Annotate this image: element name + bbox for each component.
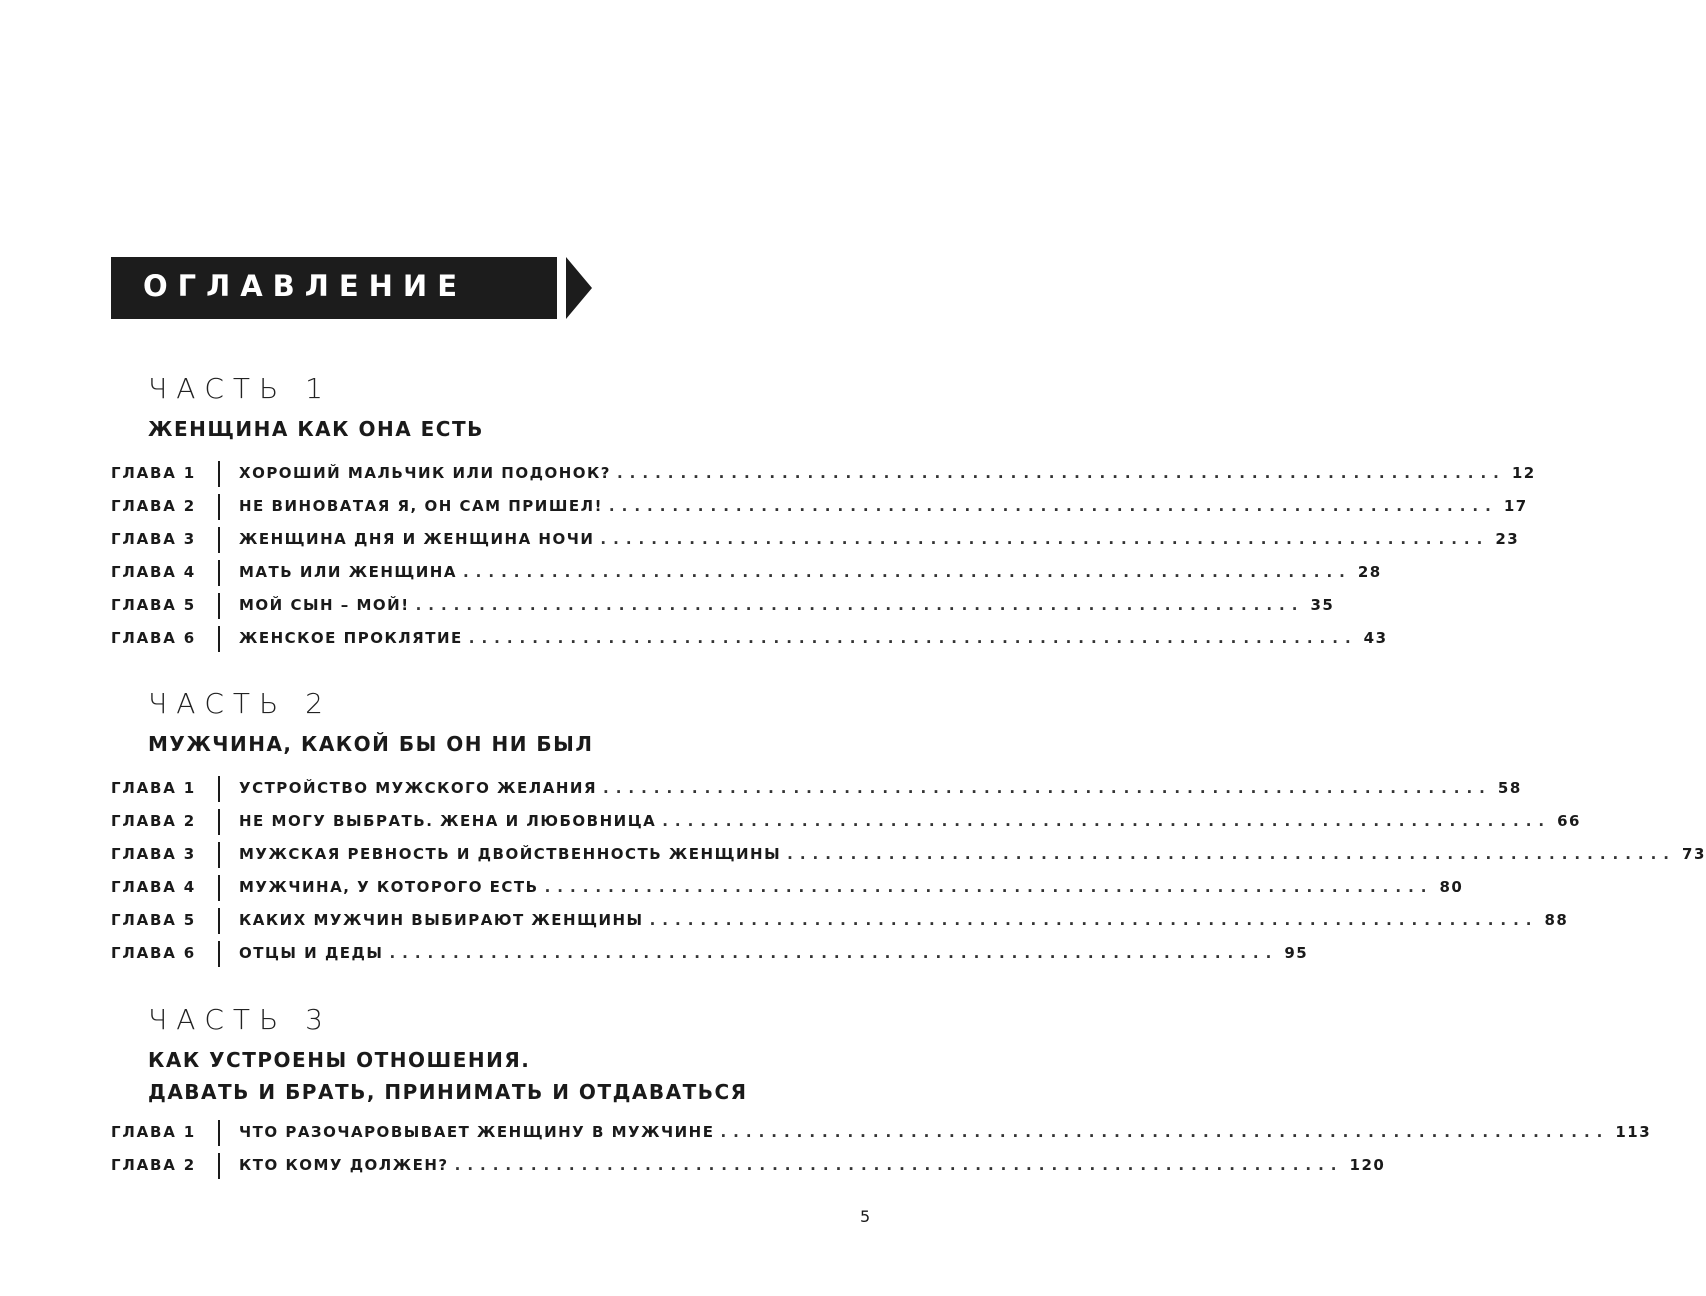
chapter-entry[interactable]: [111, 773, 1522, 806]
part-1-heading: [148, 371, 484, 445]
part-3-heading: [148, 1002, 748, 1108]
chapter-label: ГЛАВА 3: [111, 845, 196, 863]
divider: [218, 941, 220, 967]
chapter-label: ГЛАВА 5: [111, 911, 196, 929]
chapter-label: ГЛАВА 1: [111, 1123, 196, 1141]
chapter-label: ГЛАВА 1: [111, 464, 196, 482]
part-2-heading: [148, 686, 594, 760]
part-title: ЧАСТЬ 3: [148, 1003, 332, 1036]
dot-leader: ......................................................................: [608, 497, 1498, 515]
chapter-entry[interactable]: [111, 557, 1382, 590]
chapter-title: НЕ ВИНОВАТАЯ Я, ОН САМ ПРИШЕЛ!: [239, 497, 603, 515]
chapter-page: 58: [1497, 779, 1522, 797]
chapter-page: 17: [1503, 497, 1528, 515]
chapter-page: 88: [1544, 911, 1569, 929]
part-subtitle: ЖЕНЩИНА КАК ОНА ЕСТЬ: [148, 417, 484, 441]
chapter-entry[interactable]: [111, 524, 1520, 557]
chapter-label: ГЛАВА 3: [111, 530, 196, 548]
dot-leader: ......................................................................: [415, 596, 1305, 614]
chapter-title: ХОРОШИЙ МАЛЬЧИК ИЛИ ПОДОНОК?: [239, 464, 611, 482]
chapter-entry[interactable]: [111, 905, 1569, 938]
chapter-title: ЧТО РАЗОЧАРОВЫВАЕТ ЖЕНЩИНУ В МУЖЧИНЕ: [239, 1123, 715, 1141]
chapter-page: 95: [1284, 944, 1309, 962]
chapter-title: ОТЦЫ И ДЕДЫ: [239, 944, 384, 962]
dot-leader: ......................................................................: [600, 530, 1490, 548]
page-number: 5: [860, 1207, 871, 1226]
dot-leader: ......................................................................: [468, 629, 1358, 647]
arrow-right-icon: [566, 257, 592, 319]
chapter-label: ГЛАВА 4: [111, 878, 196, 896]
divider: [218, 560, 220, 586]
chapter-entry[interactable]: [111, 938, 1309, 971]
chapter-entry[interactable]: [111, 839, 1706, 872]
chapter-entry[interactable]: [111, 491, 1528, 524]
dot-leader: ......................................................................: [662, 812, 1552, 830]
chapter-page: 73: [1682, 845, 1706, 863]
chapter-entry[interactable]: [111, 458, 1536, 491]
chapter-label: ГЛАВА 6: [111, 629, 196, 647]
chapter-entry[interactable]: [111, 1117, 1652, 1150]
dot-leader: ......................................................................: [389, 944, 1279, 962]
divider: [218, 875, 220, 901]
divider: [218, 626, 220, 652]
chapter-label: ГЛАВА 1: [111, 779, 196, 797]
divider: [218, 527, 220, 553]
divider: [218, 1120, 220, 1146]
toc-header: [111, 257, 557, 319]
divider: [218, 842, 220, 868]
divider: [218, 494, 220, 520]
chapter-label: ГЛАВА 4: [111, 563, 196, 581]
chapter-title: КТО КОМУ ДОЛЖЕН?: [239, 1156, 449, 1174]
chapter-entry[interactable]: [111, 623, 1388, 656]
dot-leader: ......................................................................: [720, 1123, 1610, 1141]
dot-leader: ......................................................................: [649, 911, 1539, 929]
part-2-chapter-list: [111, 773, 1706, 971]
divider: [218, 461, 220, 487]
chapter-page: 35: [1310, 596, 1335, 614]
part-title: ЧАСТЬ 2: [148, 687, 332, 720]
chapter-title: НЕ МОГУ ВЫБРАТЬ. ЖЕНА И ЛЮБОВНИЦА: [239, 812, 657, 830]
chapter-title: МОЙ СЫН – МОЙ!: [239, 596, 410, 614]
chapter-title: УСТРОЙСТВО МУЖСКОГО ЖЕЛАНИЯ: [239, 779, 597, 797]
part-subtitle-line-2: ДАВАТЬ И БРАТЬ, ПРИНИМАТЬ И ОТДАВАТЬСЯ: [148, 1080, 748, 1104]
chapter-title: ЖЕНСКОЕ ПРОКЛЯТИЕ: [239, 629, 463, 647]
chapter-label: ГЛАВА 2: [111, 497, 196, 515]
chapter-title: КАКИХ МУЖЧИН ВЫБИРАЮТ ЖЕНЩИНЫ: [239, 911, 644, 929]
dot-leader: ......................................................................: [544, 878, 1434, 896]
dot-leader: ......................................................................: [603, 779, 1492, 797]
dot-leader: ......................................................................: [454, 1156, 1344, 1174]
chapter-entry[interactable]: [111, 872, 1464, 905]
chapter-page: 23: [1495, 530, 1520, 548]
part-subtitle: МУЖЧИНА, КАКОЙ БЫ ОН НИ БЫЛ: [148, 732, 594, 756]
chapter-label: ГЛАВА 5: [111, 596, 196, 614]
chapter-title: ЖЕНЩИНА ДНЯ И ЖЕНЩИНА НОЧИ: [239, 530, 595, 548]
chapter-title: МУЖЧИНА, У КОТОРОГО ЕСТЬ: [239, 878, 539, 896]
chapter-title: МУЖСКАЯ РЕВНОСТЬ И ДВОЙСТВЕННОСТЬ ЖЕНЩИНЫ: [239, 845, 782, 863]
chapter-label: ГЛАВА 6: [111, 944, 196, 962]
part-subtitle-line-1: КАК УСТРОЕНЫ ОТНОШЕНИЯ.: [148, 1048, 531, 1072]
divider: [218, 809, 220, 835]
chapter-page: 28: [1357, 563, 1382, 581]
chapter-page: 80: [1439, 878, 1464, 896]
chapter-page: 120: [1349, 1156, 1386, 1174]
part-title: ЧАСТЬ 1: [148, 372, 332, 405]
part-1-chapter-list: [111, 458, 1536, 656]
chapter-title: МАТЬ ИЛИ ЖЕНЩИНА: [239, 563, 457, 581]
chapter-entry[interactable]: [111, 590, 1335, 623]
dot-leader: ......................................................................: [787, 845, 1677, 863]
chapter-label: ГЛАВА 2: [111, 812, 196, 830]
chapter-page: 12: [1511, 464, 1536, 482]
chapter-entry[interactable]: [111, 1150, 1386, 1183]
divider: [218, 908, 220, 934]
toc-title: ОГЛАВЛЕНИЕ: [143, 269, 468, 303]
dot-leader: ......................................................................: [462, 563, 1352, 581]
chapter-entry[interactable]: [111, 806, 1581, 839]
chapter-page: 43: [1363, 629, 1388, 647]
chapter-page: 66: [1557, 812, 1581, 830]
divider: [218, 593, 220, 619]
chapter-label: ГЛАВА 2: [111, 1156, 196, 1174]
divider: [218, 1153, 220, 1179]
dot-leader: ......................................................................: [616, 464, 1506, 482]
divider: [218, 776, 220, 802]
part-3-chapter-list: [111, 1117, 1652, 1183]
chapter-page: 113: [1615, 1123, 1652, 1141]
